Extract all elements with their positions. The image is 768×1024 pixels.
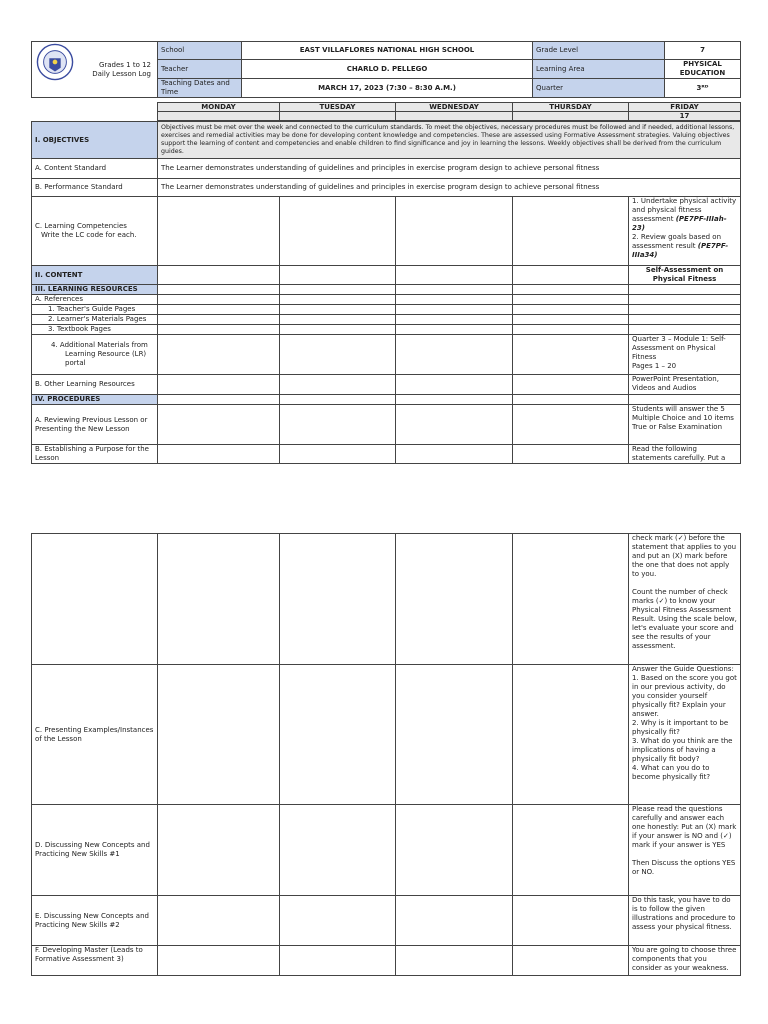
learner-materials-monday xyxy=(158,315,280,325)
procedure-b-wednesday xyxy=(396,445,513,464)
procedures-tuesday xyxy=(280,395,396,405)
procedure-d-wednesday xyxy=(396,805,513,896)
area-label: Learning Area xyxy=(533,60,665,79)
content-standard-label: A. Content Standard xyxy=(32,159,158,179)
procedure-b-cont-monday xyxy=(158,534,280,665)
other-resources-label: B. Other Learning Resources xyxy=(32,375,158,395)
procedure-c-tuesday xyxy=(280,665,396,805)
quarter-label: Quarter xyxy=(533,79,665,98)
procedure-a-monday xyxy=(158,405,280,445)
competencies-thursday xyxy=(513,197,629,266)
resources-tuesday xyxy=(280,285,396,295)
log-title: Grades 1 to 12 Daily Lesson Log xyxy=(92,60,151,78)
textbook-wednesday xyxy=(396,325,513,335)
competency-1-code: (PE7PF-IIIah-23) xyxy=(632,215,727,232)
resources-label: III. LEARNING RESOURCES xyxy=(32,285,158,295)
procedure-c-friday: Answer the Guide Questions: 1. Based on the score you got in our previous activity, do you consider yourself physically fit? Explain your answer. 2. Why is it important to be physically fit? 3. What do you think are the implications of having a physically fit body? 4. What can you do to become physically fit? xyxy=(629,665,741,805)
procedure-a-label: A. Reviewing Previous Lesson or Presenting the New Lesson xyxy=(32,405,158,445)
area-value: PHYSICAL EDUCATION xyxy=(665,60,741,79)
dates-value: MARCH 17, 2023 (7:30 – 8:30 A.M.) xyxy=(242,79,533,98)
resources-thursday xyxy=(513,285,629,295)
teacher-guide-thursday xyxy=(513,305,629,315)
procedure-b-label: B. Establishing a Purpose for the Lesson xyxy=(32,445,158,464)
procedure-a-friday: Students will answer the 5 Multiple Choice and 10 items True or False Examination xyxy=(629,405,741,445)
procedure-d-thursday xyxy=(513,805,629,896)
content-standard-text: The Learner demonstrates understanding of guidelines and principles in exercise program design to achieve personal fitness xyxy=(158,159,741,179)
day-wednesday: WEDNESDAY xyxy=(396,103,513,112)
procedure-b-friday-top: Read the following statements carefully. Put a xyxy=(629,445,741,464)
competencies-wednesday xyxy=(396,197,513,266)
competencies-label-line2: Write the LC code for each. xyxy=(41,231,137,239)
day-tuesday: TUESDAY xyxy=(280,103,396,112)
procedure-b-friday: check mark (✓) before the statement that applies to you and put an (X) mark before the one that does not apply to you. Count the number of check marks (✓) to know your Physical Fitness Assessment Result. Using the scale below, let's evaluate your score and see the results of your assessment. xyxy=(629,534,741,665)
procedure-b-tuesday xyxy=(280,445,396,464)
objectives-label: I. OBJECTIVES xyxy=(32,122,158,159)
learner-materials-thursday xyxy=(513,315,629,325)
procedure-b-cont-wednesday xyxy=(396,534,513,665)
other-thursday xyxy=(513,375,629,395)
other-tuesday xyxy=(280,375,396,395)
textbook-tuesday xyxy=(280,325,396,335)
procedure-a-wednesday xyxy=(396,405,513,445)
additional-materials-label: 4. Additional Materials from Learning Resource (LR) portal xyxy=(32,335,158,375)
procedure-f-friday: You are going to choose three components that you consider as your weakness. xyxy=(629,946,741,976)
references-label: A. References xyxy=(32,295,158,305)
procedure-d-monday xyxy=(158,805,280,896)
procedure-e-friday: Do this task, you have to do is to follow the given illustrations and procedure to assess your physical fitness. xyxy=(629,896,741,946)
teacher-guide-tuesday xyxy=(280,305,396,315)
teacher-guide-label: 1. Teacher's Guide Pages xyxy=(32,305,158,315)
other-monday xyxy=(158,375,280,395)
references-wednesday xyxy=(396,295,513,305)
competency-2-code: (PE7PF-IIIa34) xyxy=(632,242,729,259)
learner-materials-tuesday xyxy=(280,315,396,325)
procedures-friday xyxy=(629,395,741,405)
procedure-f-label: F. Developing Master (Leads to Formative Assessment 3) xyxy=(32,946,158,976)
procedure-b-cont-tuesday xyxy=(280,534,396,665)
competencies-monday xyxy=(158,197,280,266)
textbook-friday xyxy=(629,325,741,335)
procedure-c-thursday xyxy=(513,665,629,805)
references-monday xyxy=(158,295,280,305)
content-friday: Self-Assessment on Physical Fitness xyxy=(629,266,741,285)
content-monday xyxy=(158,266,280,285)
grade-value: 7 xyxy=(665,42,741,60)
references-tuesday xyxy=(280,295,396,305)
resources-wednesday xyxy=(396,285,513,295)
content-label: II. CONTENT xyxy=(32,266,158,285)
additional-wednesday xyxy=(396,335,513,375)
resources-friday xyxy=(629,285,741,295)
day-monday: MONDAY xyxy=(158,103,280,112)
learner-materials-label: 2. Learner's Materials Pages xyxy=(32,315,158,325)
performance-standard-label: B. Performance Standard xyxy=(32,179,158,197)
references-thursday xyxy=(513,295,629,305)
additional-tuesday xyxy=(280,335,396,375)
lesson-table-page-1 xyxy=(31,121,741,464)
teacher-guide-wednesday xyxy=(396,305,513,315)
procedure-f-wednesday xyxy=(396,946,513,976)
textbook-thursday xyxy=(513,325,629,335)
procedures-wednesday xyxy=(396,395,513,405)
day-tuesday-date xyxy=(280,112,396,121)
additional-thursday xyxy=(513,335,629,375)
day-thursday: THURSDAY xyxy=(513,103,629,112)
school-label: School xyxy=(158,42,242,60)
dates-label: Teaching Dates and Time xyxy=(158,79,242,98)
procedure-d-tuesday xyxy=(280,805,396,896)
teacher-label: Teacher xyxy=(158,60,242,79)
learner-materials-friday xyxy=(629,315,741,325)
procedure-e-label: E. Discussing New Concepts and Practicing New Skills #2 xyxy=(32,896,158,946)
teacher-value: CHARLO D. PELLEGO xyxy=(242,60,533,79)
other-resources-friday: PowerPoint Presentation, Videos and Audios xyxy=(629,375,741,395)
day-thursday-date xyxy=(513,112,629,121)
competencies-tuesday xyxy=(280,197,396,266)
procedure-f-thursday xyxy=(513,946,629,976)
quarter-value: 3ᴿᴰ xyxy=(665,79,741,98)
procedure-e-monday xyxy=(158,896,280,946)
competency-2-text: 2. Review goals based on assessment result xyxy=(632,233,722,250)
competencies-label-line1: C. Learning Competencies xyxy=(35,222,127,230)
competencies-friday xyxy=(629,197,741,266)
additional-monday xyxy=(158,335,280,375)
competency-1-text: 1. Undertake physical activity and physical fitness assessment xyxy=(632,197,737,223)
procedure-b-cont-thursday xyxy=(513,534,629,665)
other-wednesday xyxy=(396,375,513,395)
procedure-e-wednesday xyxy=(396,896,513,946)
teacher-guide-friday xyxy=(629,305,741,315)
content-tuesday xyxy=(280,266,396,285)
procedures-label: IV. PROCEDURES xyxy=(32,395,158,405)
procedure-a-thursday xyxy=(513,405,629,445)
textbook-monday xyxy=(158,325,280,335)
references-friday xyxy=(629,295,741,305)
procedure-b-thursday xyxy=(513,445,629,464)
procedure-f-monday xyxy=(158,946,280,976)
content-thursday xyxy=(513,266,629,285)
day-monday-date xyxy=(158,112,280,121)
additional-materials-friday: Quarter 3 – Module 1: Self-Assessment on Physical Fitness Pages 1 – 20 xyxy=(629,335,741,375)
procedures-thursday xyxy=(513,395,629,405)
competencies-label xyxy=(32,197,158,266)
procedure-a-tuesday xyxy=(280,405,396,445)
procedure-c-wednesday xyxy=(396,665,513,805)
log-title-cell xyxy=(32,42,158,98)
procedure-e-thursday xyxy=(513,896,629,946)
learner-materials-wednesday xyxy=(396,315,513,325)
procedure-b-cont-label xyxy=(32,534,158,665)
day-friday: FRIDAY xyxy=(629,103,741,112)
performance-standard-text: The Learner demonstrates understanding of guidelines and principles in exercise program design to achieve personal fitness xyxy=(158,179,741,197)
school-value: EAST VILLAFLORES NATIONAL HIGH SCHOOL xyxy=(242,42,533,60)
deped-seal-icon xyxy=(36,43,74,81)
procedure-e-tuesday xyxy=(280,896,396,946)
procedures-monday xyxy=(158,395,280,405)
grade-label: Grade Level xyxy=(533,42,665,60)
lesson-table-page-2 xyxy=(31,533,741,976)
textbook-label: 3. Textbook Pages xyxy=(32,325,158,335)
procedure-d-friday: Please read the questions carefully and answer each one honestly: Put an (X) mark if your answer is NO and (✓) mark if your answer is YES Then Discuss the options YES or NO. xyxy=(629,805,741,896)
procedure-f-tuesday xyxy=(280,946,396,976)
resources-monday xyxy=(158,285,280,295)
day-wednesday-date xyxy=(396,112,513,121)
teacher-guide-monday xyxy=(158,305,280,315)
header-table xyxy=(31,41,741,98)
objectives-text: Objectives must be met over the week and connected to the curriculum standards. To meet the objectives, necessary procedures must be followed and if needed, additional lessons, exercises and remedial activities may be done for developing content knowledge and competencies. These are assessed using Formative Assessment strategies. Valuing objectives support the learning of content and competencies and enable children to find significance and joy in learning the lessons. Weekly objectives shall be derived from the curriculum guides. xyxy=(158,122,741,159)
procedure-c-monday xyxy=(158,665,280,805)
day-header-table xyxy=(157,102,741,121)
procedure-b-monday xyxy=(158,445,280,464)
procedure-d-label: D. Discussing New Concepts and Practicing New Skills #1 xyxy=(32,805,158,896)
friday-date: 17 xyxy=(629,112,741,121)
procedure-c-label: C. Presenting Examples/Instances of the Lesson xyxy=(32,665,158,805)
content-wednesday xyxy=(396,266,513,285)
